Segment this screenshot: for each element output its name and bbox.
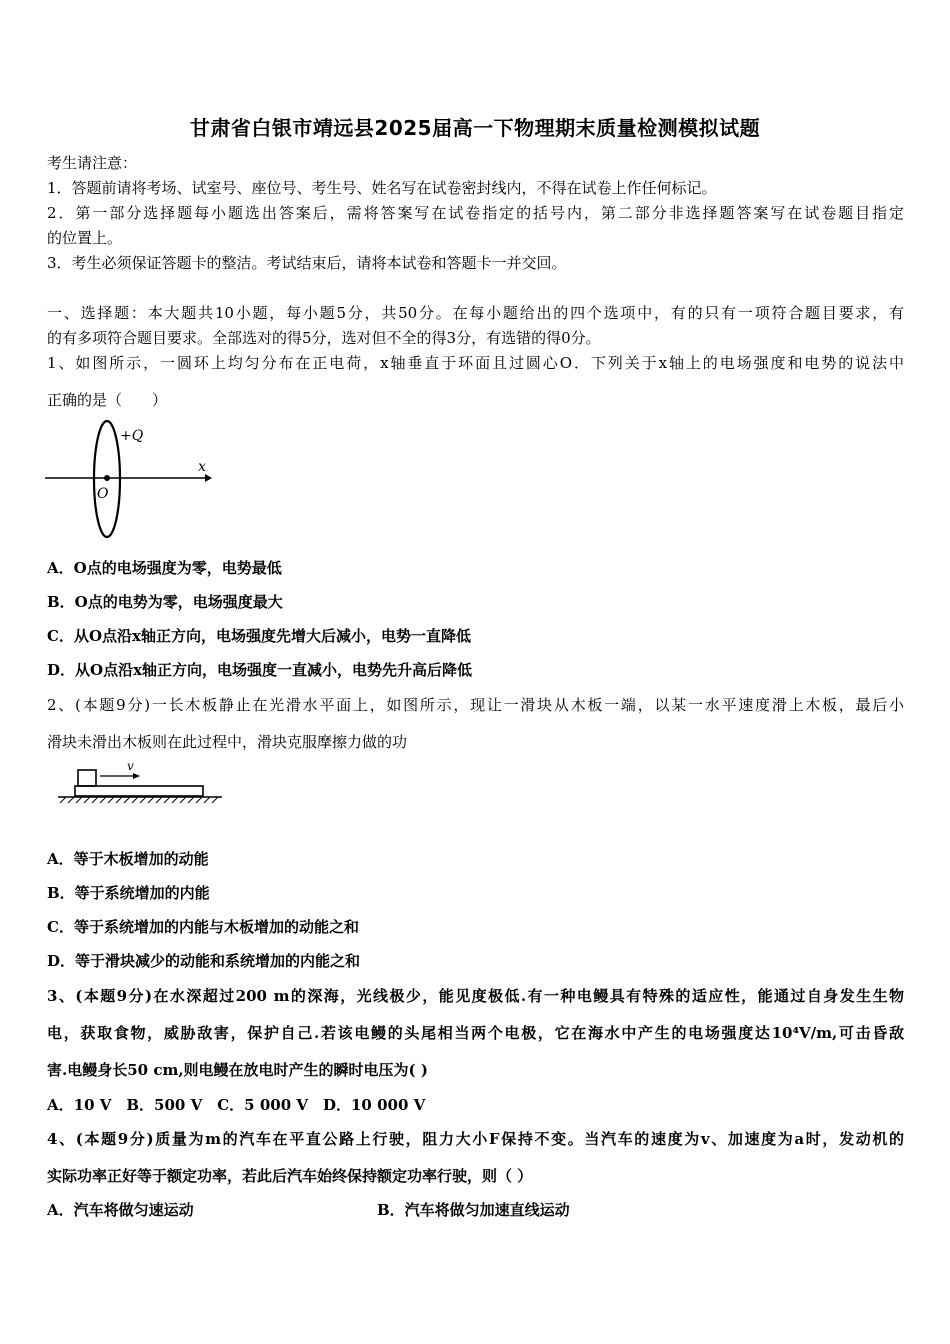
q2-stem-line1: 2、(本题9分)一长木板静止在光滑水平面上，如图所示，现让一滑块从木板一端，以某一水平速度滑上木板，最后小 — [47, 696, 904, 714]
slider-block — [78, 770, 96, 786]
q4-option-b: B．汽车将做匀加速直线运动 — [377, 1201, 570, 1219]
section-intro-line1: 一、选择题：本大题共10小题，每小题5分，共50分。在每小题给出的四个选项中，有的只有一项符合题目要求，有 — [47, 304, 904, 322]
page-title: 甘肃省白银市靖远县2025届高一下物理期末质量检测模拟试题 — [189, 116, 761, 140]
notice-item-1: 1．答题前请将考场、试室号、座位号、考生号、姓名写在试卷密封线内，不得在试卷上作任何标记。 — [47, 179, 717, 197]
notice-item-3: 3．考生必须保证答题卡的整洁。考试结束后，请将本试卷和答题卡一并交回。 — [47, 254, 567, 272]
q4-stem-line2: 实际功率正好等于额定功率，若此后汽车始终保持额定功率行驶，则（ ） — [47, 1167, 533, 1185]
q2-option-a: A．等于木板增加的动能 — [47, 850, 209, 868]
q1-option-b: B．O点的电势为零，电场强度最大 — [47, 593, 283, 611]
long-board — [75, 786, 203, 796]
axis-label: x — [198, 459, 206, 475]
notice-item-2: 2．第一部分选择题每小题选出答案后，需将答案写在试卷指定的括号内，第二部分非选择题答案写在试卷题目指定 — [47, 204, 904, 222]
q2-option-d: D．等于滑块减少的动能和系统增加的内能之和 — [47, 952, 361, 970]
x-axis-arrow — [205, 474, 212, 482]
q1-option-d: D．从O点沿x轴正方向，电场强度一直减小，电势先升高后降低 — [47, 661, 473, 679]
q3-stem-line1: 3、(本题9分)在水深超过200 m的深海，光线极少，能见度极低.有一种电鳗具有特殊的适应性，能通过自身发生生物 — [47, 987, 904, 1005]
origin-point — [104, 475, 110, 481]
q1-stem-line2: 正确的是（ ） — [47, 391, 168, 409]
origin-label: O — [97, 486, 109, 502]
q1-ring-figure — [40, 418, 220, 540]
q3-options: A．10 V B．500 V C．5 000 V D．10 000 V — [47, 1096, 426, 1114]
charge-label: +Q — [120, 428, 144, 444]
q1-stem-line1: 1、如图所示，一圆环上均匀分布在正电荷，x轴垂直于环面且过圆心O．下列关于x轴上的电场强度和电势的说法中 — [47, 354, 904, 372]
velocity-label: v — [127, 759, 134, 773]
section-intro-line2: 的有多项符合题目要求。全部选对的得5分，选对但不全的得3分，有选错的得0分。 — [47, 329, 601, 347]
q2-board-figure — [55, 760, 225, 810]
q3-stem-line3: 害.电鳗身长50 cm,则电鳗在放电时产生的瞬时电压为( ) — [47, 1061, 428, 1079]
q1-option-a: A．O点的电场强度为零，电势最低 — [47, 559, 282, 577]
notice-item-2-cont: 的位置上。 — [47, 229, 123, 247]
q2-option-c: C．等于系统增加的内能与木板增加的动能之和 — [47, 918, 359, 936]
q2-option-b: B．等于系统增加的内能 — [47, 884, 210, 902]
q3-stem-line2: 电，获取食物，威胁敌害，保护自己.若该电鳗的头尾相当两个电极，它在海水中产生的电场强度达10⁴V/m,可击昏敌 — [47, 1024, 904, 1042]
q4-stem-line1: 4、(本题9分)质量为m的汽车在平直公路上行驶，阻力大小F保持不变。当汽车的速度为v、加速度为a时，发动机的 — [47, 1130, 904, 1148]
ground-hatch — [60, 797, 218, 803]
notice-heading: 考生请注意： — [47, 154, 138, 172]
q1-option-c: C．从O点沿x轴正方向，电场强度先增大后减小，电势一直降低 — [47, 627, 471, 645]
velocity-arrow-head — [133, 773, 140, 779]
q4-option-a: A．汽车将做匀速运动 — [47, 1201, 194, 1219]
q2-stem-line2: 滑块未滑出木板则在此过程中，滑块克服摩擦力做的功 — [47, 733, 408, 751]
